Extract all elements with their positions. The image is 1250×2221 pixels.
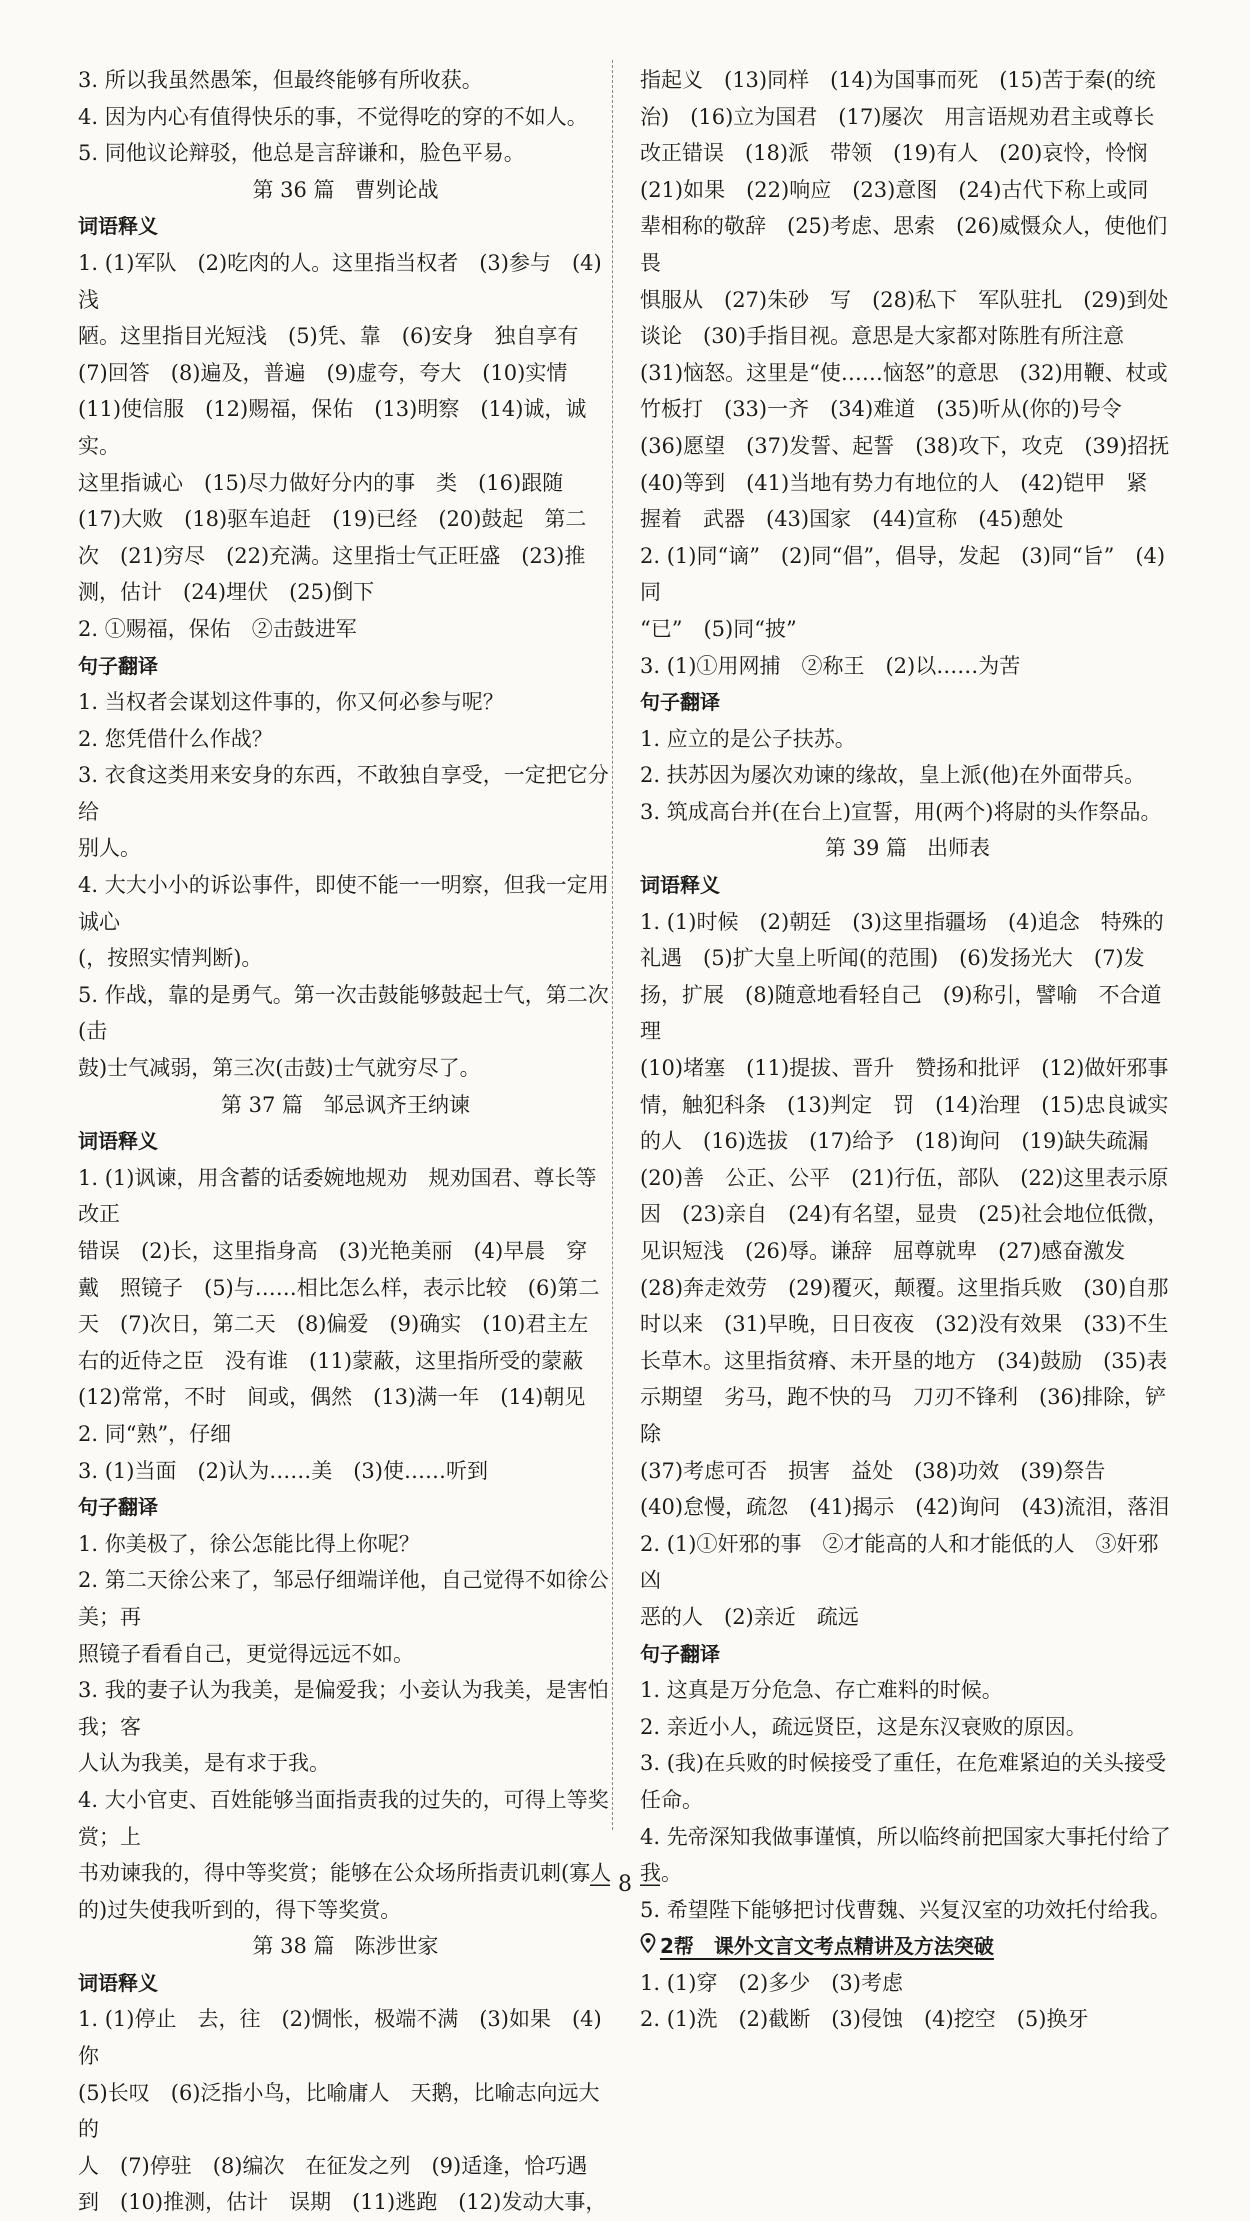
text-line: 2. 同“熟”，仔细 — [78, 1421, 232, 1446]
text-line: 治) (16)立为国君 (17)屡次 用言语规劝君主或尊长 — [640, 104, 1155, 129]
section-number: 第 36 篇 — [252, 177, 335, 202]
text-line: (40)怠慢，疏忽 (41)揭示 (42)询问 (43)流泪，落泪 — [640, 1495, 1170, 1520]
text-line: 5. 同他议论辩驳，他总是言辞谦和，脸色平易。 — [78, 141, 525, 166]
text-line: “已” (5)同“披” — [640, 616, 797, 641]
text-line: (17)大败 (18)驱车追赶 (19)已经 (20)鼓起 第二 — [78, 507, 587, 532]
subheading: 句子翻译 — [640, 690, 720, 715]
text-line: 人认为我美，是有求于我。 — [78, 1751, 330, 1776]
text-line: 4. 因为内心有值得快乐的事，不觉得吃的穿的不如人。 — [78, 104, 588, 129]
text-line: 1. (1)穿 (2)多少 (3)考虑 — [640, 1970, 903, 1995]
text-line: 4. 先帝深知我做事谨慎，所以临终前把国家大事托付给了我。 — [640, 1824, 1171, 1886]
text-line: 2. 第二天徐公来了，邹忌仔细端详他，自己觉得不如徐公美；再 — [78, 1568, 609, 1629]
text-line: (10)堵塞 (11)提拔、晋升 赞扬和批评 (12)做奸邪事 — [640, 1056, 1169, 1081]
text-line: 4. 大大小小的诉讼事件，即使不能一一明察，但我一定用诚心 — [78, 873, 609, 934]
text-line: 天 (7)次日，第二天 (8)偏爱 (9)确实 (10)君主左 — [78, 1312, 589, 1337]
text-line: (28)奔走效劳 (29)覆灭，颠覆。这里指兵败 (30)自那 — [640, 1275, 1169, 1300]
section-name: 邹忌讽齐王纳谏 — [323, 1092, 471, 1117]
section-name: 曹刿论战 — [354, 177, 439, 202]
subheading: 句子翻译 — [640, 1641, 720, 1666]
section-heading — [640, 1928, 1175, 1965]
text-line: 礼遇 (5)扩大皇上听闻(的范围) (6)发扬光大 (7)发 — [640, 946, 1145, 971]
text-line: 因 (23)亲自 (24)有名望，显贵 (25)社会地位低微， — [640, 1202, 1169, 1227]
text-line: 长草木。这里指贫瘠、未开垦的地方 (34)鼓励 (35)表 — [640, 1348, 1168, 1373]
text-line: 4. 大小官吏、百姓能够当面指责我的过失的，可得上等奖赏；上 — [78, 1787, 609, 1849]
text-line: 5. 作战，靠的是勇气。第一次击鼓能够鼓起士气，第二次(击 — [78, 982, 609, 1044]
text-line: 1. (1)停止 去，往 (2)惆怅，极端不满 (3)如果 (4)你 — [78, 2007, 602, 2069]
text-line: (31)恼怒。这里是“使……恼怒”的意思 (32)用鞭、杖或 — [640, 360, 1168, 385]
section-title — [78, 1087, 613, 1124]
text-line: 2. 您凭借什么作战？ — [78, 726, 273, 751]
text-line: 3. 衣食这类用来安身的东西，不敢独自享受，一定把它分给 — [78, 763, 609, 824]
text-line: 这里指诚心 (15)尽力做好分内的事 类 (16)跟随 — [78, 470, 564, 495]
text-line: (36)愿望 (37)发誓、起誓 (38)攻下，攻克 (39)招抚 — [640, 433, 1170, 458]
section-number: 第 38 篇 — [252, 1934, 335, 1959]
text-line: 竹板打 (33)一齐 (34)难道 (35)听从(你的)号令 — [640, 397, 1122, 422]
text-line: (11)使信服 (12)赐福，保佑 (13)明察 (14)诚，诚实。 — [78, 397, 587, 458]
text-line: 见识短浅 (26)辱。谦辞 屈尊就卑 (27)感奋激发 — [640, 1239, 1126, 1263]
subheading: 词语释义 — [640, 873, 720, 898]
text-line: 2. (1)①奸邪的事 ②才能高的人和才能低的人 ③奸邪凶 — [640, 1531, 1159, 1593]
text-line: 2. (1)洗 (2)截断 (3)侵蚀 (4)挖空 (5)换牙 — [640, 2007, 1089, 2032]
text-line: 时以来 (31)早晚，日日夜夜 (32)没有效果 (33)不生 — [640, 1312, 1169, 1337]
text-line: 2. 扶苏因为屡次劝谏的缘故，皇上派(他)在外面带兵。 — [640, 763, 1146, 788]
text-line: 2. ①赐福，保佑 ②击鼓进军 — [78, 616, 357, 641]
text-line: 2. 亲近小人，疏远贤臣，这是东汉衰败的原因。 — [640, 1714, 1087, 1739]
text-line: 错误 (2)长，这里指身高 (3)光艳美丽 (4)早晨 穿 — [78, 1239, 588, 1263]
section-heading-label: 2帮 课外文言文考点精讲及方法突破 — [660, 1934, 994, 1959]
text-line: 3. 所以我虽然愚笨，但最终能够有所收获。 — [78, 68, 483, 92]
text-line: 照镜子看看自己，更觉得远远不如。 — [78, 1641, 414, 1666]
text-line: 1. 你美极了，徐公怎能比得上你呢？ — [78, 1531, 420, 1556]
section-number: 第 39 篇 — [824, 836, 908, 861]
subheading: 词语释义 — [78, 214, 158, 239]
text-line: 情，触犯科条 (13)判定 罚 (14)治理 (15)忠良诚实 — [640, 1092, 1169, 1117]
text-line: (12)常常，不时 间或，偶然 (13)满一年 (14)朝见 — [78, 1385, 586, 1410]
text-line: 指起义 (13)同样 (14)为国事而死 (15)苦于秦(的统 — [640, 68, 1156, 92]
text-line: 的)过失使我听到的，得下等奖赏。 — [78, 1897, 402, 1922]
section-title — [640, 830, 1175, 867]
subheading: 词语释义 — [78, 1129, 158, 1154]
text-line: 人 (7)停驻 (8)编次 在征发之列 (9)适逢，恰巧遇 — [78, 2153, 588, 2178]
text-line: (，按照实情判断)。 — [78, 946, 263, 971]
text-line: (5)长叹 (6)泛指小鸟，比喻庸人 天鹅，比喻志向远大的 — [78, 2080, 600, 2142]
text-line: (20)善 公正、公平 (21)行伍，部队 (22)这里表示原 — [640, 1165, 1169, 1190]
column-divider — [612, 60, 614, 1830]
text-line: 1. (1)军队 (2)吃肉的人。这里指当权者 (3)参与 (4)浅 — [78, 250, 602, 312]
text-line: 书劝谏我的，得中等奖赏；能够在公众场所指责讥刺(寡人 — [78, 1861, 612, 1886]
text-line: (21)如果 (22)响应 (23)意图 (24)古代下称上或同 — [640, 177, 1149, 202]
text-line: 鼓)士气减弱，第三次(击鼓)士气就穷尽了。 — [78, 1056, 481, 1081]
pin-icon — [640, 1928, 656, 1965]
text-line: 3. 筑成高台并(在台上)宣誓，用(两个)将尉的头作祭品。 — [640, 799, 1162, 824]
text-line: 改正错误 (18)派 带领 (19)有人 (20)哀怜，怜悯 — [640, 141, 1148, 166]
text-line: 1. 当权者会谋划这件事的，你又何必参与呢？ — [78, 690, 504, 715]
text-line: 5. 希望陛下能够把讨伐曹魏、兴复汉室的功效托付给我。 — [640, 1897, 1171, 1922]
text-line: 辈相称的敬辞 (25)考虑、思索 (26)威慑众人，使他们畏 — [640, 214, 1168, 275]
text-line: 谈论 (30)手指目视。意思是大家都对陈胜有所注意 — [640, 324, 1125, 349]
text-line: 右的近侍之臣 没有谁 (11)蒙蔽，这里指所受的蒙蔽 — [78, 1348, 584, 1373]
right-column — [640, 62, 1175, 2038]
text-line: (37)考虑可否 损害 益处 (38)功效 (39)祭告 — [640, 1458, 1106, 1483]
text-line: 1. (1)时候 (2)朝廷 (3)这里指疆场 (4)追念 特殊的 — [640, 909, 1164, 934]
text-line: 到 (10)推测，估计 误期 (11)逃跑 (12)发动大事， — [78, 2190, 607, 2215]
text-line: 1. 应立的是公子扶苏。 — [640, 726, 856, 751]
text-line: 扬，扩展 (8)随意地看轻自己 (9)称引，譬喻 不合道理 — [640, 982, 1162, 1044]
section-name: 出师表 — [927, 836, 991, 861]
text-line: 别人。 — [78, 836, 141, 861]
text-line: 1. 这真是万分危急、存亡难料的时候。 — [640, 1678, 1003, 1703]
text-line: 3. (我)在兵败的时候接受了重任，在危难紧迫的关头接受 — [640, 1751, 1167, 1776]
text-line: 2. (1)同“谪” (2)同“倡”，倡导，发起 (3)同“旨” (4)同 — [640, 543, 1166, 605]
text-line: 戴 照镜子 (5)与……相比怎么样，表示比较 (6)第二 — [78, 1275, 600, 1300]
text-line: 陋。这里指目光短浅 (5)凭、靠 (6)安身 独自享有 — [78, 324, 579, 349]
text-line: 1. (1)讽谏，用含蓄的话委婉地规劝 规劝国君、尊长等改正 — [78, 1165, 597, 1227]
text-line: 3. (1)当面 (2)认为……美 (3)使……听到 — [78, 1458, 488, 1483]
text-line: 恶的人 (2)亲近 疏远 — [640, 1604, 859, 1629]
text-line: 示期望 劣马，跑不快的马 刀刃不锋利 (36)排除，铲除 — [640, 1385, 1167, 1446]
text-line: (7)回答 (8)遍及，普遍 (9)虚夸，夸大 (10)实情 — [78, 360, 568, 385]
section-title — [78, 172, 613, 209]
page-number: — 8 — — [589, 1872, 661, 1897]
text-line: 3. 我的妻子认为我美，是偏爱我；小妾认为我美，是害怕我；客 — [78, 1678, 609, 1739]
text-line: 次 (21)穷尽 (22)充满。这里指士气正旺盛 (23)推 — [78, 543, 586, 568]
text-line: 3. (1)①用网捕 ②称王 (2)以……为苦 — [640, 653, 1021, 678]
text-line: 的人 (16)选拔 (17)给予 (18)询问 (19)缺失疏漏 — [640, 1129, 1149, 1154]
subheading: 句子翻译 — [78, 653, 158, 678]
text-line: 任命。 — [640, 1787, 703, 1812]
subheading: 词语释义 — [78, 1970, 158, 1995]
text-line: 测，估计 (24)埋伏 (25)倒下 — [78, 580, 375, 605]
section-number: 第 37 篇 — [220, 1092, 304, 1117]
subheading: 句子翻译 — [78, 1495, 158, 1520]
section-title — [78, 1928, 613, 1965]
left-column — [78, 62, 613, 2221]
text-line: (40)等到 (41)当地有势力有地位的人 (42)铠甲 紧 — [640, 470, 1148, 495]
text-line: 惧服从 (27)朱砂 写 (28)私下 军队驻扎 (29)到处 — [640, 287, 1169, 312]
text-line: 握着 武器 (43)国家 (44)宣称 (45)憩处 — [640, 507, 1064, 532]
section-name: 陈涉世家 — [354, 1934, 439, 1959]
